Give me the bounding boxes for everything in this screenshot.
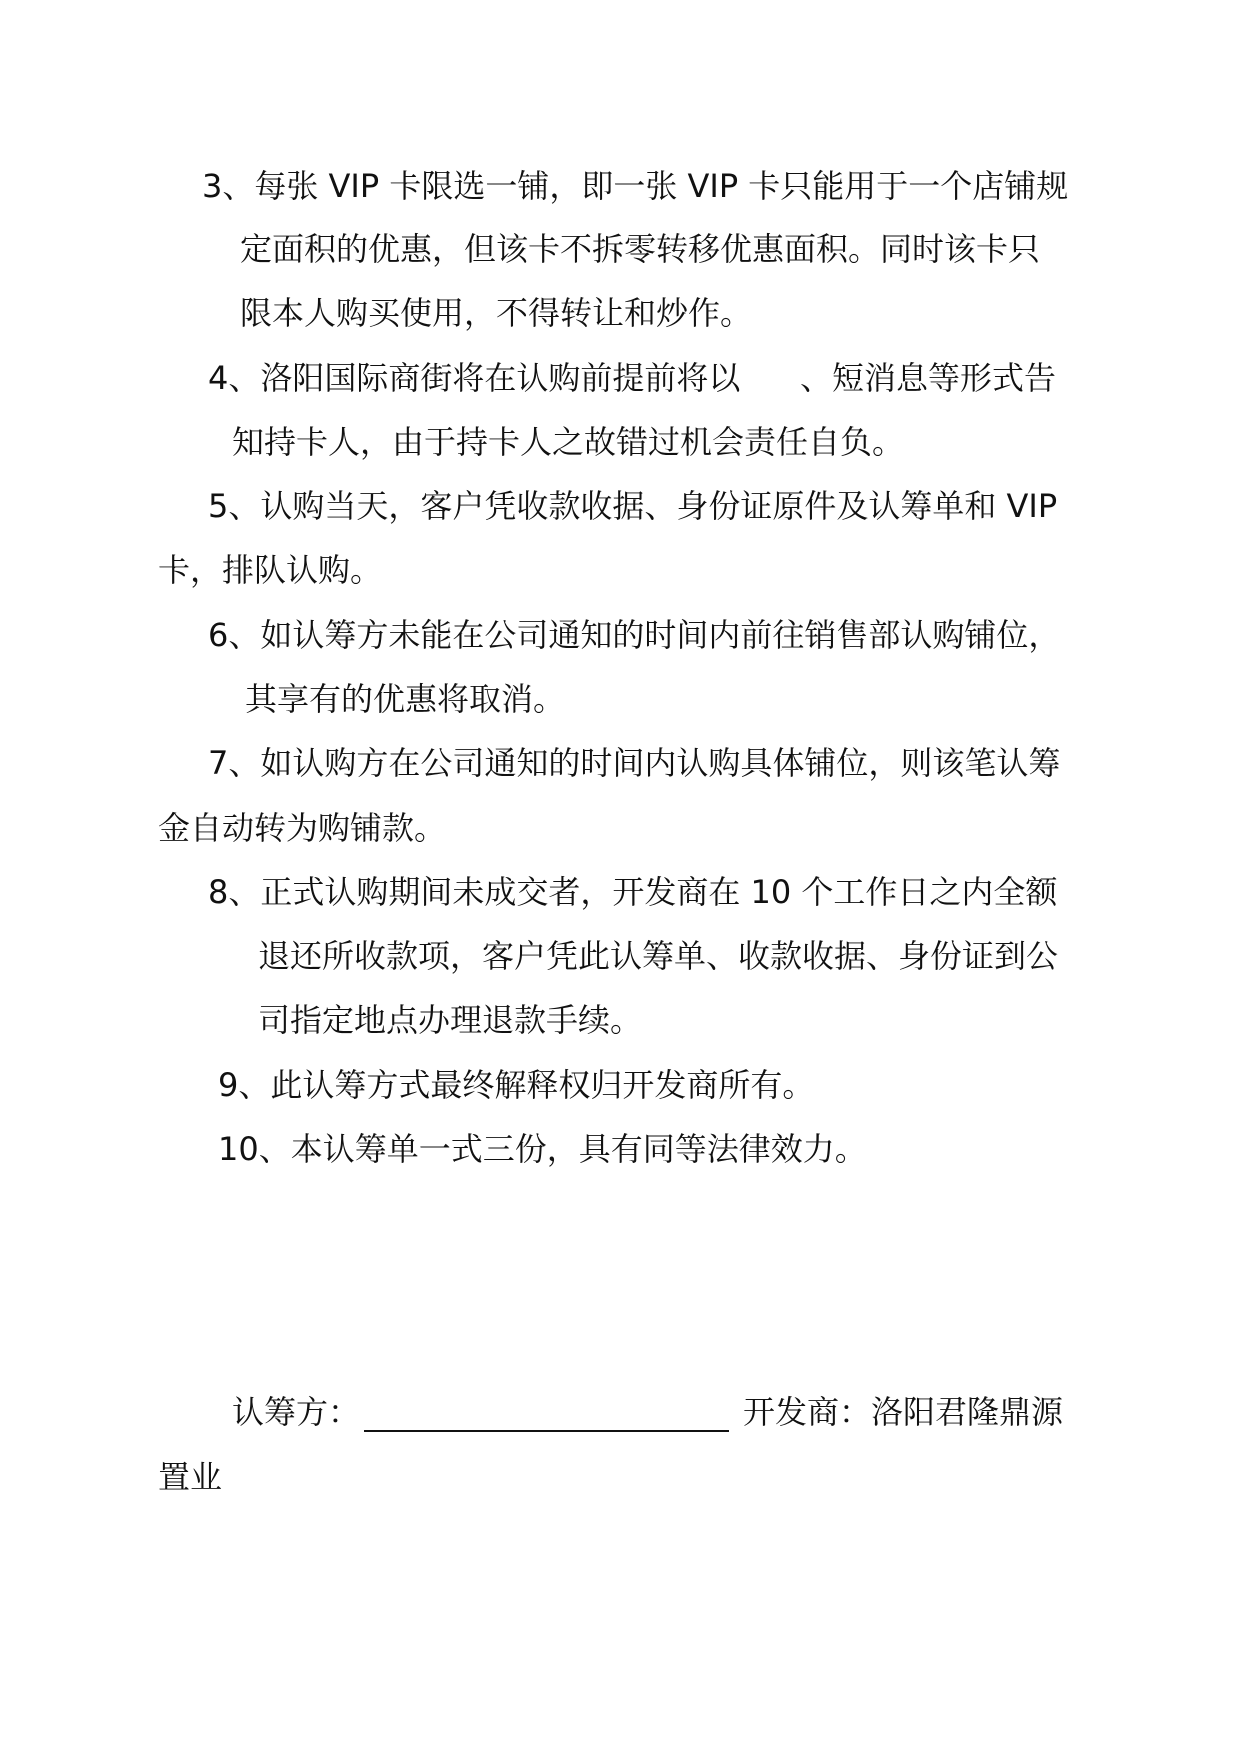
clause-9: 9、此认筹方式最终解释权归开发商所有。 xyxy=(218,1066,815,1104)
clause-5-line-1: 5、认购当天，客户凭收款收据、身份证原件及认筹单和 VIP xyxy=(208,487,1058,525)
clause-8-line-2: 退还所收款项，客户凭此认筹单、收款收据、身份证到公 xyxy=(258,937,1059,975)
signature-row xyxy=(232,1392,1063,1432)
clause-7-line-2: 金自动转为购铺款。 xyxy=(158,809,447,847)
clause-10: 10、本认筹单一式三份，具有同等法律效力。 xyxy=(218,1130,867,1168)
subscriber-signature-line xyxy=(364,1396,729,1432)
clause-3-line-2: 定面积的优惠，但该卡不拆零转移优惠面积。同时该卡只 xyxy=(240,230,1041,268)
subscriber-label: 认筹方： xyxy=(232,1393,361,1431)
clause-3-line-3: 限本人购买使用，不得转让和炒作。 xyxy=(240,294,753,332)
developer-name-continued: 置业 xyxy=(158,1458,223,1496)
clause-8-line-1: 8、正式认购期间未成交者，开发商在 10 个工作日之内全额 xyxy=(208,873,1058,911)
clause-8-line-3: 司指定地点办理退款手续。 xyxy=(258,1001,643,1039)
clause-5-line-2: 卡，排队认购。 xyxy=(158,551,383,589)
clause-6-line-1: 6、如认筹方未能在公司通知的时间内前往销售部认购铺位， xyxy=(208,616,1061,654)
clause-3-line-1: 3、每张 VIP 卡限选一铺，即一张 VIP 卡只能用于一个店铺规 xyxy=(202,167,1069,205)
clause-4-line-2: 知持卡人，由于持卡人之故错过机会责任自负。 xyxy=(232,423,905,461)
clause-4-line-1a: 4、洛阳国际商街将在认购前提前将以 xyxy=(208,359,741,397)
clause-4-line-1b: 、短消息等形式告 xyxy=(800,359,1057,397)
clause-6-line-2: 其享有的优惠将取消。 xyxy=(245,680,566,718)
clause-7-line-1: 7、如认购方在公司通知的时间内认购具体铺位，则该笔认筹 xyxy=(208,744,1061,782)
developer-label: 开发商：洛阳君隆鼎源 xyxy=(743,1393,1064,1431)
